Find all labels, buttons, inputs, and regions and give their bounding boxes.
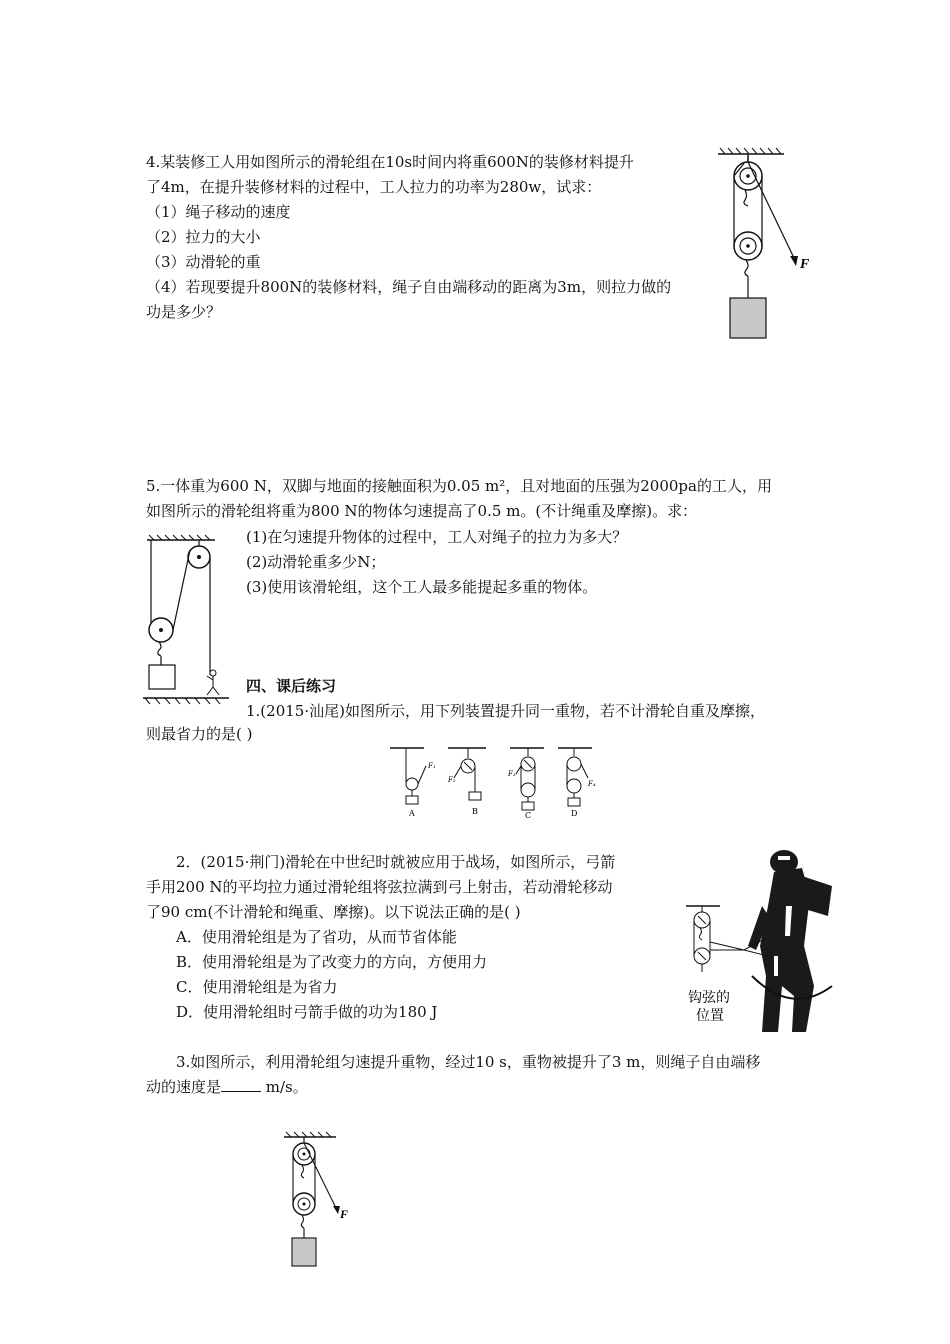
q4-line-6: （4）若现要提升800N的装修材料，绳子自由端移动的距离为3m，则拉力做的 [146,278,672,296]
p3-text-a: 动的速度是 [146,1078,222,1096]
q4-line-2: 了4m，在提升装修材料的过程中，工人拉力的功率为280w，试求： [146,178,602,196]
p1-option-a-label: A [409,809,415,818]
p2-option-b: B．使用滑轮组是为了改变力的方向，方便用力 [176,953,488,971]
q5-line-5: (3)使用该滑轮组，这个工人最多能提起多重的物体。 [246,578,598,596]
p1-line-1: 1.(2015·汕尾)如图所示，用下列装置提升同一重物，若不计滑轮自重及摩擦， [246,702,765,720]
p3-force-label: F [340,1207,349,1221]
p2-option-c: C．使用滑轮组是为省力 [176,978,338,996]
q5-line-3: (1)在匀速提升物体的过程中，工人对绳子的拉力为多大？ [246,528,628,546]
p1-force-f4: F₄ [588,780,596,788]
p3-text-b: m/s。 [261,1078,308,1096]
q5-line-1: 5.一体重为600 N，双脚与地面的接触面积为0.05 m²，且对地面的压强为2000pa的工人，用 [146,477,772,495]
q4-line-7: 功是多少？ [146,303,222,321]
p1-options-figure [388,744,608,820]
p1-force-f3: F₃ [508,770,516,778]
p1-force-f2: F₂ [448,776,456,784]
q5-pulley-figure [143,535,233,705]
q4-line-1: 4.某装修工人用如图所示的滑轮组在10s时间内将重600N的装修材料提升 [146,153,634,171]
p2-line-1: 2．(2015·荆门)滑轮在中世纪时就被应用于战场，如图所示，弓箭 [176,853,616,871]
p2-option-d: D．使用滑轮组时弓箭手做的功为180 J [176,1003,438,1021]
p1-line-2: 则最省力的是( ) [146,725,253,743]
q4-line-5: （3）动滑轮的重 [146,253,261,271]
q5-line-4: (2)动滑轮重多少N； [246,553,386,571]
section-heading: 四、课后练习 [246,677,337,695]
p2-caption-line-1: 钩弦的 [688,990,730,1006]
q5-line-2: 如图所示的滑轮组将重为800 N的物体匀速提高了0.5 m。(不计绳重及摩擦)。求： [146,502,698,520]
p3-line-1: 3.如图所示，利用滑轮组匀速提升重物，经过10 s，重物被提升了3 m，则绳子自由端移 [176,1053,761,1071]
p1-force-f1: F₁ [428,762,436,770]
q4-force-label: F [800,257,810,272]
q4-line-4: （2）拉力的大小 [146,228,261,246]
p3-pulley-figure [280,1132,370,1272]
p1-option-d-label: D [571,809,578,818]
q4-line-3: （1）绳子移动的速度 [146,203,291,221]
p2-line-2: 手用200 N的平均拉力通过滑轮组将弦拉满到弓上射击，若动滑轮移动 [146,878,613,896]
p1-option-b-label: B [472,807,478,816]
q4-pulley-figure [712,148,822,348]
p2-archer-figure [682,846,842,1036]
p2-option-a: A．使用滑轮组是为了省功，从而节省体能 [176,928,457,946]
p2-line-3: 了90 cm(不计滑轮和绳重、摩擦)。以下说法正确的是( ) [146,903,521,921]
p1-option-c-label: C [525,811,532,820]
p2-caption-line-2: 位置 [696,1008,724,1024]
p3-line-2 [146,1077,308,1097]
p3-answer-blank[interactable] [221,1077,261,1092]
